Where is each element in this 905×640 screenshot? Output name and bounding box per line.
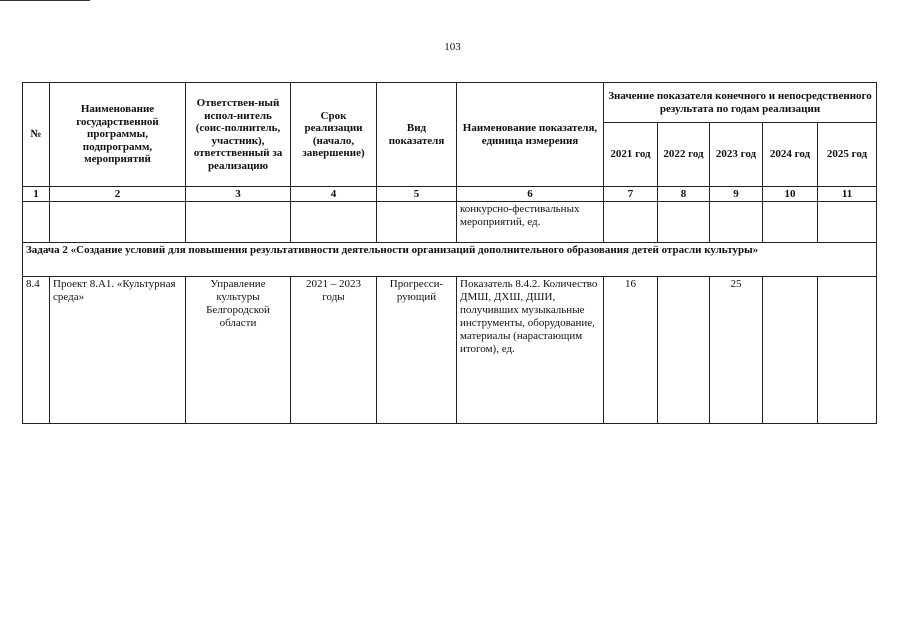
column-number: 11 xyxy=(818,187,877,202)
cell-empty xyxy=(50,202,186,243)
cell-value-2021: 16 xyxy=(604,277,658,424)
cell-period: 2021 – 2023 годы xyxy=(291,277,377,424)
column-number: 3 xyxy=(186,187,291,202)
header-program-name: Наименование государственной программы, подпрограмм, мероприятий xyxy=(50,83,186,187)
cell-indicator-type: Прогресси-рующий xyxy=(377,277,457,424)
table-row-continuation xyxy=(23,202,877,243)
column-number: 1 xyxy=(23,187,50,202)
cell-empty xyxy=(291,202,377,243)
cell-empty xyxy=(658,202,710,243)
header-year: 2021 год xyxy=(604,123,658,187)
cell-value-2025 xyxy=(818,277,877,424)
cell-empty xyxy=(763,202,818,243)
header-period: Срок реализации (начало, завершение) xyxy=(291,83,377,187)
cell-responsible: Управление культуры Белгородской области xyxy=(186,277,291,424)
page-number: 103 xyxy=(444,41,461,53)
column-number: 2 xyxy=(50,187,186,202)
scan-artifact-line xyxy=(0,0,90,1)
header-values-group: Значение показателя конечного и непосредственного результата по годам реализации xyxy=(604,83,877,123)
header-indicator-type: Вид показателя xyxy=(377,83,457,187)
header-year: 2025 год xyxy=(818,123,877,187)
program-table xyxy=(22,82,877,424)
header-year: 2022 год xyxy=(658,123,710,187)
cell-value-2024 xyxy=(763,277,818,424)
cell-empty xyxy=(710,202,763,243)
column-number: 6 xyxy=(457,187,604,202)
cell-indicator-name: конкурсно-фестивальных мероприятий, ед. xyxy=(457,202,604,243)
table-row-item xyxy=(23,277,877,424)
column-number: 10 xyxy=(763,187,818,202)
header-year: 2024 год xyxy=(763,123,818,187)
header-year: 2023 год xyxy=(710,123,763,187)
cell-value-2022 xyxy=(658,277,710,424)
column-number: 5 xyxy=(377,187,457,202)
header-row xyxy=(23,83,877,123)
cell-empty xyxy=(377,202,457,243)
task-row xyxy=(23,243,877,277)
cell-num: 8.4 xyxy=(23,277,50,424)
cell-program-name: Проект 8.А1. «Культурная среда» xyxy=(50,277,186,424)
cell-empty xyxy=(818,202,877,243)
cell-indicator-name: Показатель 8.4.2. Количество ДМШ, ДХШ, ДШИ, получивших музыкальные инструменты, оборудование, материалы (нарастающим итогом), ед. xyxy=(457,277,604,424)
column-number-row xyxy=(23,187,877,202)
header-responsible: Ответствен-ный испол-нитель (соис-полнитель, участник), ответственный за реализацию xyxy=(186,83,291,187)
cell-empty xyxy=(604,202,658,243)
cell-empty xyxy=(23,202,50,243)
column-number: 9 xyxy=(710,187,763,202)
cell-value-2023: 25 xyxy=(710,277,763,424)
header-num: № xyxy=(23,83,50,187)
column-number: 8 xyxy=(658,187,710,202)
column-number: 4 xyxy=(291,187,377,202)
cell-empty xyxy=(186,202,291,243)
column-number: 7 xyxy=(604,187,658,202)
header-indicator-name: Наименование показателя, единица измерения xyxy=(457,83,604,187)
task-heading: Задача 2 «Создание условий для повышения результативности деятельности организаций дополнительного образования детей отрасли культуры» xyxy=(23,243,877,277)
